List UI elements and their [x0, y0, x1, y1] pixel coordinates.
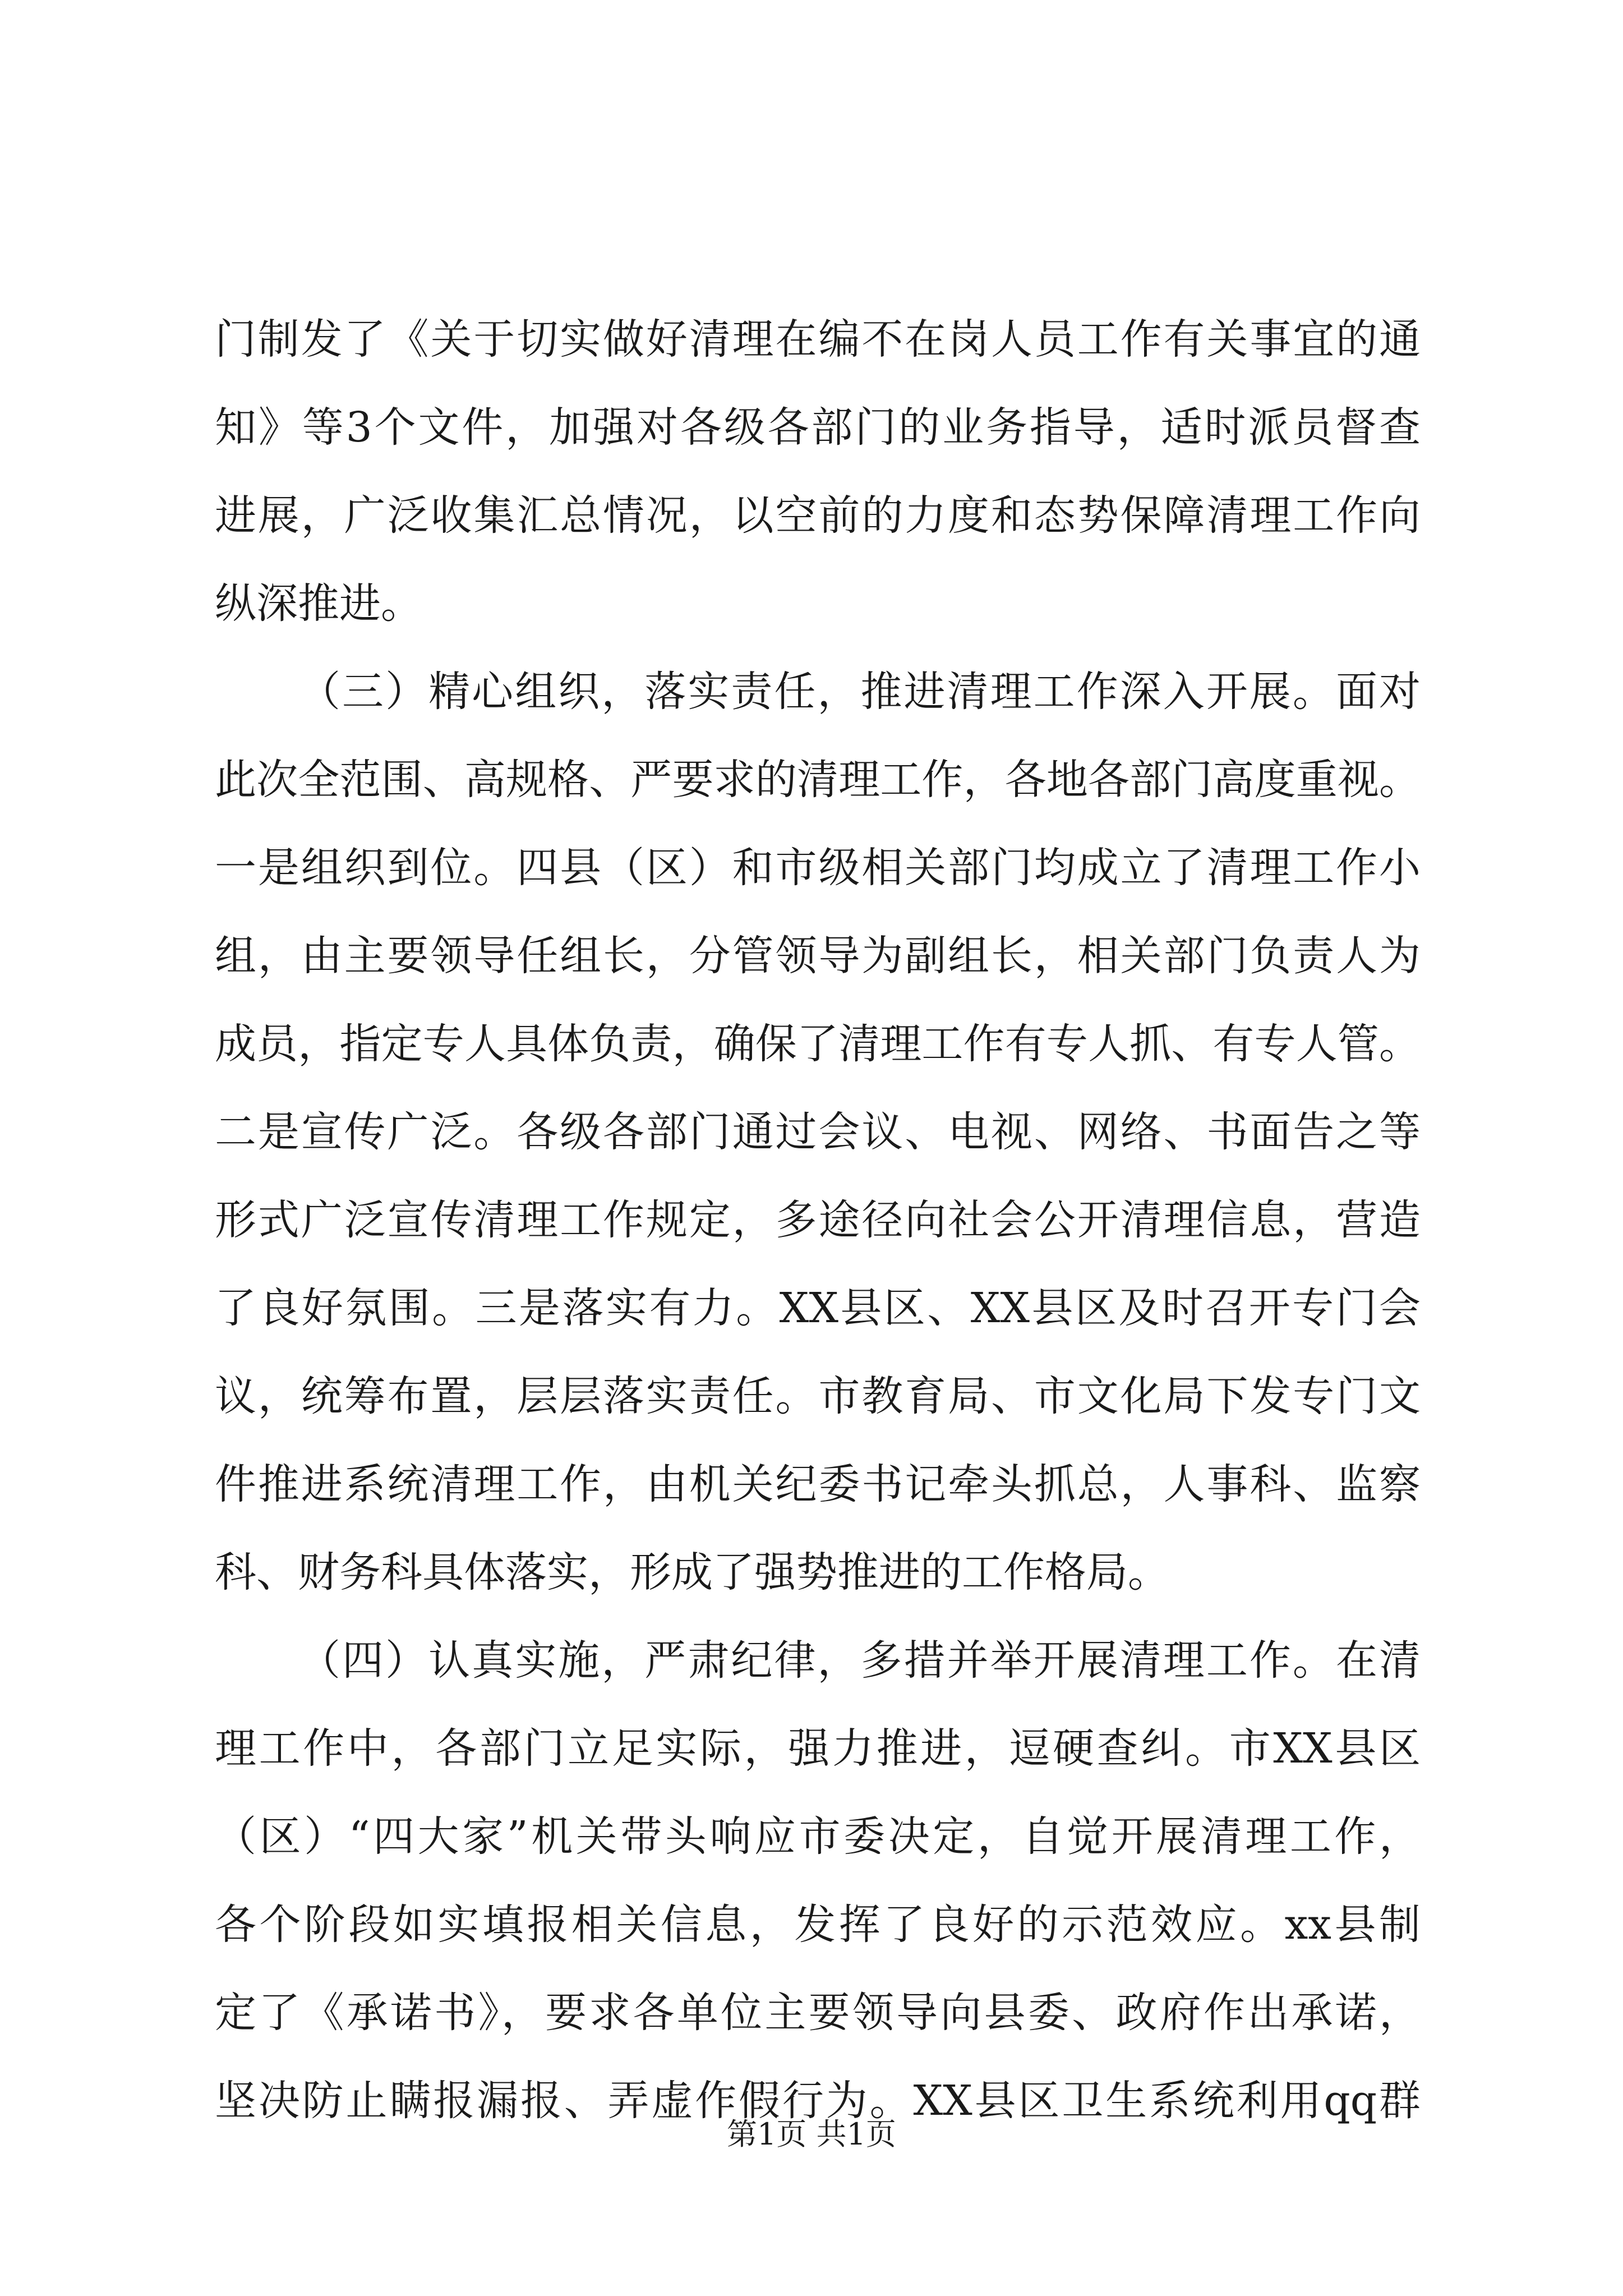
text-line: 了良好氛围。三是落实有力。XX县区、XX县区及时召开专门会	[215, 1284, 1421, 1332]
text-line: （三）精心组织，落实责任，推进清理工作深入开展。面对	[299, 668, 1421, 716]
text-line: 理工作中，各部门立足实际，强力推进，逗硬查纠。市XX县区	[215, 1724, 1421, 1773]
text-line: 成员，指定专人具体负责，确保了清理工作有专人抓、有专人管。	[215, 1020, 1421, 1068]
text-line: 科、财务科具体落实，形成了强势推进的工作格局。	[215, 1548, 1169, 1596]
text-line: 此次全范围、高规格、严要求的清理工作，各地各部门高度重视。	[215, 756, 1421, 804]
text-line: 一是组织到位。四县（区）和市级相关部门均成立了清理工作小	[215, 844, 1421, 892]
text-line: 件推进系统清理工作，由机关纪委书记牵头抓总，人事科、监察	[215, 1460, 1421, 1508]
text-line: 形式广泛宣传清理工作规定，多途径向社会公开清理信息，营造	[215, 1196, 1421, 1244]
text-line: 进展，广泛收集汇总情况，以空前的力度和态势保障清理工作向	[215, 491, 1421, 540]
text-line: 各个阶段如实填报相关信息，发挥了良好的示范效应。xx县制	[215, 1901, 1421, 1949]
text-line: 门制发了《关于切实做好清理在编不在岗人员工作有关事宜的通	[215, 315, 1421, 364]
page-footer: 第1页 共1页	[727, 2116, 896, 2152]
text-line: 议，统筹布置，层层落实责任。市教育局、市文化局下发专门文	[215, 1372, 1421, 1420]
text-line: 纵深推进。	[215, 579, 422, 628]
text-line: 二是宣传广泛。各级各部门通过会议、电视、网络、书面告之等	[215, 1108, 1421, 1156]
text-line: （区）“四大家”机关带头响应市委决定，自觉开展清理工作，	[215, 1812, 1421, 1861]
text-line: 定了《承诺书》，要求各单位主要领导向县委、政府作出承诺，	[215, 1989, 1421, 2037]
document-body	[215, 296, 1421, 2145]
text-line: 知》等3个文件，加强对各级各部门的业务指导，适时派员督查	[215, 403, 1421, 452]
text-line: 组，由主要领导任组长，分管领导为副组长，相关部门负责人为	[215, 932, 1421, 980]
text-line: 坚决防止瞒报漏报、弄虚作假行为。XX县区卫生系统利用qq群	[215, 2077, 1421, 2125]
text-line: （四）认真实施，严肃纪律，多措并举开展清理工作。在清	[299, 1636, 1421, 1685]
